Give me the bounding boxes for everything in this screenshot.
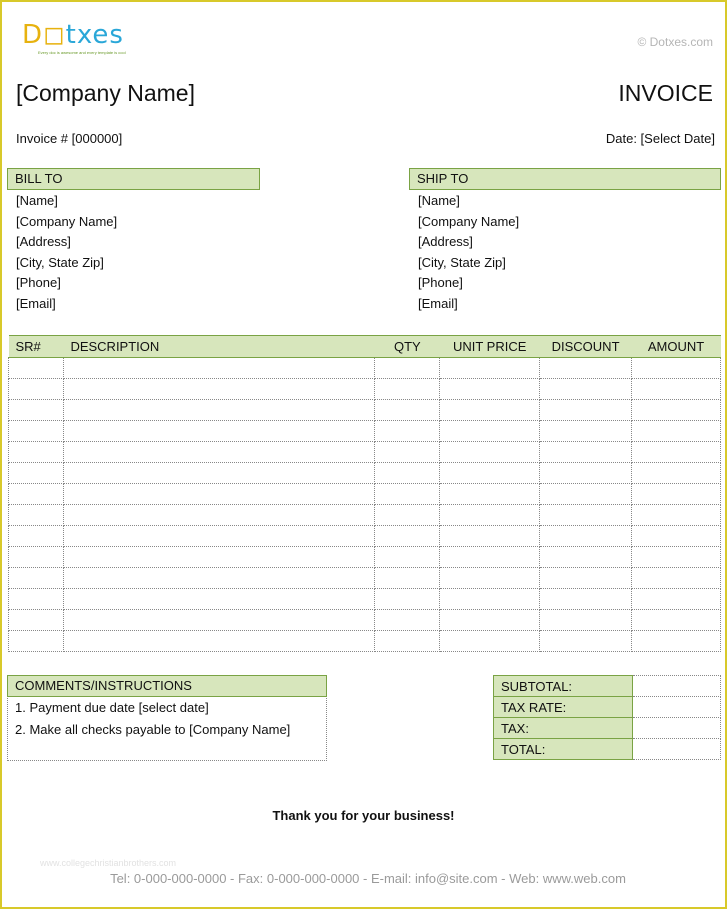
- table-row: [9, 379, 721, 400]
- table-cell[interactable]: [375, 400, 440, 421]
- table-cell[interactable]: [632, 610, 721, 631]
- table-cell[interactable]: [9, 526, 64, 547]
- table-cell[interactable]: [375, 463, 440, 484]
- thank-you-message: Thank you for your business!: [272, 808, 455, 823]
- logo-part-tx: tx: [65, 20, 93, 50]
- bill-to-heading: BILL TO: [7, 168, 260, 190]
- table-cell[interactable]: [540, 505, 632, 526]
- table-cell[interactable]: [540, 421, 632, 442]
- table-cell[interactable]: [440, 442, 540, 463]
- logo-part-es: es: [92, 20, 124, 50]
- table-cell[interactable]: [63, 547, 374, 568]
- table-row: [9, 442, 721, 463]
- copyright-text: © Dotxes.com: [637, 35, 713, 49]
- table-cell[interactable]: [63, 442, 374, 463]
- table-cell[interactable]: [9, 547, 64, 568]
- logo-tagline: Every doc is awesome and every template is cool: [38, 50, 126, 55]
- table-cell[interactable]: [632, 547, 721, 568]
- table-cell[interactable]: [9, 631, 64, 652]
- total-value[interactable]: [633, 739, 721, 760]
- table-cell[interactable]: [632, 358, 721, 379]
- table-row: [9, 400, 721, 421]
- tax-row: [494, 718, 721, 739]
- total-row: [494, 739, 721, 760]
- line-items-table: [8, 335, 721, 652]
- table-cell[interactable]: [9, 484, 64, 505]
- table-cell[interactable]: [63, 505, 374, 526]
- table-cell[interactable]: [9, 358, 64, 379]
- table-cell[interactable]: [63, 568, 374, 589]
- table-cell[interactable]: [632, 631, 721, 652]
- ship-to-email[interactable]: [Email]: [418, 295, 458, 311]
- table-row: [9, 526, 721, 547]
- table-cell[interactable]: [440, 589, 540, 610]
- subtotal-label: SUBTOTAL:: [494, 676, 633, 697]
- table-cell[interactable]: [440, 631, 540, 652]
- logo-o-page-icon: ◻: [43, 20, 66, 50]
- table-cell[interactable]: [440, 421, 540, 442]
- bill-to-phone[interactable]: [Phone]: [16, 275, 61, 290]
- table-row: [9, 358, 721, 379]
- watermark-text: www.collegechristianbrothers.com: [40, 858, 177, 868]
- table-cell[interactable]: [540, 442, 632, 463]
- bill-to-company[interactable]: [Company Name]: [16, 213, 118, 229]
- table-cell[interactable]: [63, 358, 374, 379]
- table-cell[interactable]: [632, 379, 721, 400]
- invoice-title: INVOICE: [618, 80, 713, 106]
- comments-box: [7, 675, 327, 761]
- table-cell[interactable]: [9, 442, 64, 463]
- table-cell[interactable]: [375, 505, 440, 526]
- comments-heading: COMMENTS/INSTRUCTIONS: [7, 675, 327, 697]
- column-header-qty: QTY: [375, 336, 440, 358]
- table-cell[interactable]: [632, 400, 721, 421]
- table-cell[interactable]: [9, 421, 64, 442]
- table-cell[interactable]: [540, 568, 632, 589]
- table-cell[interactable]: [9, 505, 64, 526]
- table-row: [9, 463, 721, 484]
- table-cell[interactable]: [375, 547, 440, 568]
- table-cell[interactable]: [63, 484, 374, 505]
- table-cell[interactable]: [440, 484, 540, 505]
- table-cell[interactable]: [9, 589, 64, 610]
- table-cell[interactable]: [440, 379, 540, 400]
- invoice-date[interactable]: Date: [Select Date]: [605, 131, 715, 146]
- ship-to-address[interactable]: [418, 191, 519, 314]
- table-cell[interactable]: [375, 442, 440, 463]
- column-header-description: DESCRIPTION: [63, 336, 374, 358]
- ship-to-phone[interactable]: [Phone]: [418, 275, 463, 290]
- tax-rate-label: TAX RATE:: [494, 697, 633, 718]
- subtotal-value[interactable]: [633, 676, 721, 697]
- table-cell[interactable]: [632, 505, 721, 526]
- table-cell[interactable]: [440, 505, 540, 526]
- table-row: [9, 610, 721, 631]
- table-cell[interactable]: [63, 400, 374, 421]
- table-cell[interactable]: [440, 547, 540, 568]
- table-cell[interactable]: [375, 589, 440, 610]
- table-cell[interactable]: [375, 526, 440, 547]
- subtotal-row: [494, 676, 721, 697]
- tax-label: TAX:: [494, 718, 633, 739]
- table-cell[interactable]: [632, 463, 721, 484]
- table-cell[interactable]: [375, 379, 440, 400]
- table-cell[interactable]: [375, 568, 440, 589]
- invoice-number[interactable]: Invoice # [000000]: [16, 131, 123, 146]
- table-row: [9, 505, 721, 526]
- table-cell[interactable]: [540, 400, 632, 421]
- logo-part-d: D: [22, 20, 44, 50]
- table-cell[interactable]: [632, 589, 721, 610]
- table-cell[interactable]: [375, 610, 440, 631]
- table-cell[interactable]: [440, 610, 540, 631]
- tax-value[interactable]: [633, 718, 721, 739]
- table-cell[interactable]: [540, 526, 632, 547]
- bill-to-name[interactable]: [Name]: [16, 193, 58, 208]
- table-cell[interactable]: [440, 400, 540, 421]
- ship-to-name[interactable]: [Name]: [418, 193, 460, 208]
- ship-to-street[interactable]: [Address]: [418, 234, 473, 249]
- table-cell[interactable]: [440, 526, 540, 547]
- bill-to-address[interactable]: [16, 191, 117, 314]
- ship-to-company[interactable]: [Company Name]: [418, 213, 520, 229]
- table-cell[interactable]: [9, 400, 64, 421]
- line-items-header-row: [9, 336, 721, 358]
- table-cell[interactable]: [632, 526, 721, 547]
- table-cell[interactable]: [540, 547, 632, 568]
- table-cell[interactable]: [63, 421, 374, 442]
- column-header-amount: AMOUNT: [632, 336, 721, 358]
- comment-line-1[interactable]: 1. Payment due date [select date]: [15, 700, 209, 715]
- table-cell[interactable]: [63, 610, 374, 631]
- table-cell[interactable]: [63, 463, 374, 484]
- table-cell[interactable]: [540, 463, 632, 484]
- table-row: [9, 589, 721, 610]
- table-cell[interactable]: [63, 526, 374, 547]
- company-name[interactable]: [Company Name]: [16, 80, 195, 106]
- tax-rate-value[interactable]: [633, 697, 721, 718]
- table-cell[interactable]: [540, 610, 632, 631]
- table-row: [9, 547, 721, 568]
- totals-table: [493, 675, 721, 760]
- table-row: [9, 421, 721, 442]
- table-cell[interactable]: [632, 421, 721, 442]
- comment-line-2[interactable]: 2. Make all checks payable to [Company Name]: [15, 722, 291, 737]
- table-cell[interactable]: [440, 358, 540, 379]
- table-cell[interactable]: [9, 610, 64, 631]
- table-cell[interactable]: [63, 631, 374, 652]
- contact-footer: Tel: 0-000-000-0000 - Fax: 0-000-000-0000 - E-mail: info@site.com - Web: www.web.com: [110, 871, 626, 886]
- table-cell[interactable]: [540, 358, 632, 379]
- table-cell[interactable]: [540, 379, 632, 400]
- column-header-unit-price: UNIT PRICE: [440, 336, 540, 358]
- ship-to-city[interactable]: [City, State Zip]: [418, 254, 506, 270]
- line-items-body: [9, 358, 721, 652]
- table-cell[interactable]: [375, 484, 440, 505]
- table-cell[interactable]: [540, 631, 632, 652]
- table-cell[interactable]: [63, 589, 374, 610]
- table-cell[interactable]: [440, 463, 540, 484]
- table-cell[interactable]: [540, 589, 632, 610]
- table-row: [9, 568, 721, 589]
- ship-to-heading: SHIP TO: [409, 168, 721, 190]
- table-cell[interactable]: [540, 484, 632, 505]
- column-header-discount: DISCOUNT: [540, 336, 632, 358]
- dotxes-logo: [22, 20, 124, 50]
- table-cell[interactable]: [375, 631, 440, 652]
- table-cell[interactable]: [63, 379, 374, 400]
- table-cell[interactable]: [632, 484, 721, 505]
- bill-to-street[interactable]: [Address]: [16, 234, 71, 249]
- total-label: TOTAL:: [494, 739, 633, 760]
- table-row: [9, 484, 721, 505]
- table-cell[interactable]: [9, 463, 64, 484]
- table-row: [9, 631, 721, 652]
- column-header-sr: SR#: [9, 336, 64, 358]
- bill-to-city[interactable]: [City, State Zip]: [16, 254, 104, 270]
- table-cell[interactable]: [632, 442, 721, 463]
- tax-rate-row: [494, 697, 721, 718]
- table-cell[interactable]: [440, 568, 540, 589]
- table-cell[interactable]: [9, 568, 64, 589]
- table-cell[interactable]: [375, 421, 440, 442]
- bill-to-email[interactable]: [Email]: [16, 295, 56, 311]
- table-cell[interactable]: [9, 379, 64, 400]
- table-cell[interactable]: [632, 568, 721, 589]
- table-cell[interactable]: [375, 358, 440, 379]
